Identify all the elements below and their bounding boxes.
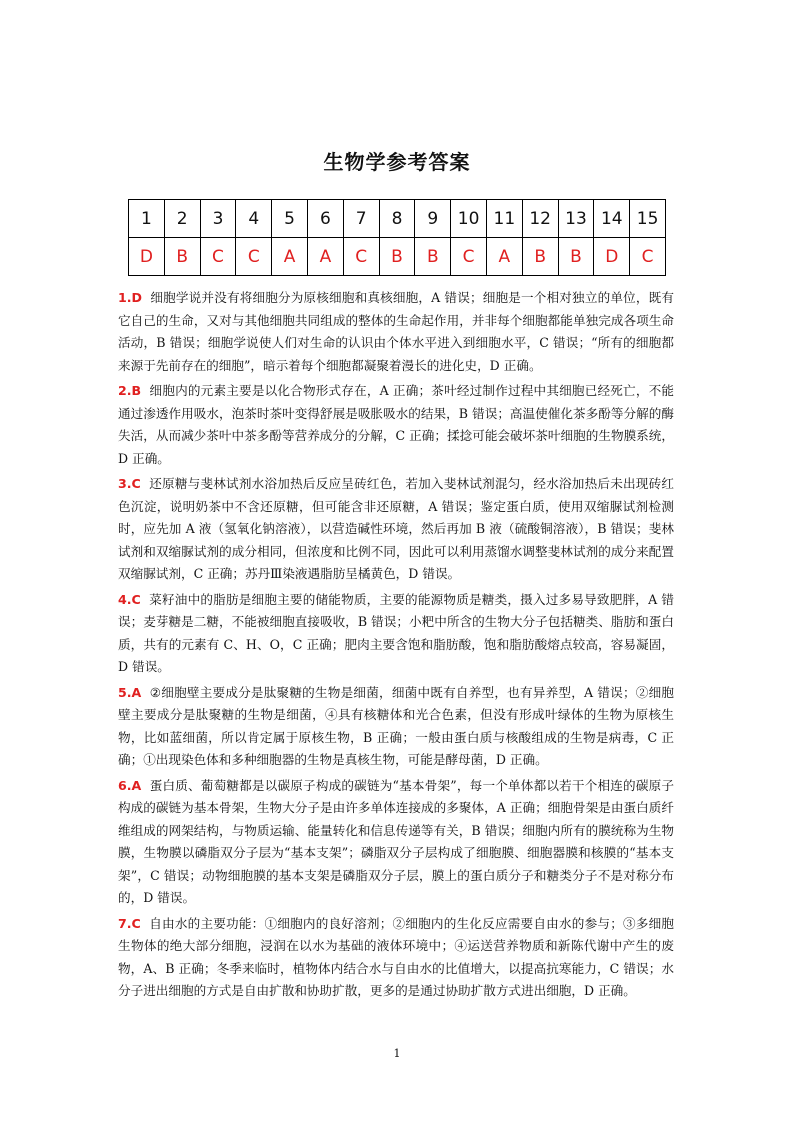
answer-cell: B xyxy=(558,238,594,276)
question-number-cell: 9 xyxy=(415,200,451,238)
question-number-cell: 12 xyxy=(522,200,558,238)
explanation-item-6 xyxy=(118,775,674,910)
answer-cell: D xyxy=(594,238,630,276)
question-number-cell: 14 xyxy=(594,200,630,238)
answer-table-number-row xyxy=(129,200,666,238)
answer-cell: A xyxy=(307,238,343,276)
page-number: 1 xyxy=(393,1047,401,1060)
question-number-cell: 7 xyxy=(343,200,379,238)
explanation-item-7 xyxy=(118,913,674,1003)
answer-cell: B xyxy=(164,238,200,276)
explanation-item-3 xyxy=(118,473,674,586)
item-number: 5.A xyxy=(118,684,142,700)
question-number-cell: 15 xyxy=(630,200,666,238)
item-number: 6.A xyxy=(118,777,142,793)
question-number-cell: 1 xyxy=(129,200,165,238)
explanation-item-1 xyxy=(118,287,674,377)
answer-cell: A xyxy=(486,238,522,276)
item-number: 7.C xyxy=(118,915,141,931)
question-number-cell: 13 xyxy=(558,200,594,238)
question-number-cell: 3 xyxy=(200,200,236,238)
answer-cell: C xyxy=(200,238,236,276)
item-text: 细胞学说并没有将细胞分为原核细胞和真核细胞，A 错误；细胞是一个相对独立的单位，既有它自己的生命，又对与其他细胞共同组成的整体的生命起作用，并非每个细胞都能单独完成各项生命活动，B 错误；细胞学说使人们对生命的认识由个体水平进入到细胞水平，C 错误；“所有的细胞都来源于先前存在的细胞”，暗示着每个细胞都凝聚着漫长的进化史，D 正确。 xyxy=(118,290,674,373)
answer-cell: C xyxy=(630,238,666,276)
question-number-cell: 10 xyxy=(451,200,487,238)
item-text: 还原糖与斐林试剂水浴加热后反应呈砖红色，若加入斐林试剂混匀，经水浴加热后未出现砖红色沉淀，说明奶茶中不含还原糖，但可能含非还原糖，A 错误；鉴定蛋白质，使用双缩脲试剂检测时，应先加 A 液（氢氧化钠溶液），以营造碱性环境，然后再加 B 液（硫酸铜溶液），B 错误；斐林试剂和双缩脲试剂的成分相同，但浓度和比例不同，因此可以利用蒸馏水调整斐林试剂的成分来配置双缩脲试剂，C 正确；苏丹Ⅲ染液遇脂肪呈橘黄色，D 错误。 xyxy=(118,476,675,581)
answer-table-answer-row xyxy=(129,238,666,276)
question-number-cell: 6 xyxy=(307,200,343,238)
question-number-cell: 11 xyxy=(486,200,522,238)
item-text: 细胞内的元素主要是以化合物形式存在，A 正确；茶叶经过制作过程中其细胞已经死亡，不能通过渗透作用吸水，泡茶时茶叶变得舒展是吸胀吸水的结果，B 错误；高温使催化茶多酚等分解的酶失活，从而减少茶叶中茶多酚等营养成分的分解，C 正确；揉捻可能会破坏茶叶细胞的生物膜系统，D 正确。 xyxy=(118,383,674,466)
item-text: 蛋白质、葡萄糖都是以碳原子构成的碳链为“基本骨架”，每一个单体都以若干个相连的碳原子构成的碳链为基本骨架，生物大分子是由许多单体连接成的多聚体，A 正确；细胞骨架是由蛋白质纤维组成的网架结构，与物质运输、能量转化和信息传递等有关，B 错误；细胞内所有的膜统称为生物膜，生物膜以磷脂双分子层为“基本支架”；磷脂双分子层构成了细胞膜、细胞器膜和核膜的“基本支架”，C 错误；动物细胞膜的基本支架是磷脂双分子层，膜上的蛋白质分子和糖类分子不是对称分布的，D 错误。 xyxy=(118,777,674,905)
page-title: 生物学参考答案 xyxy=(323,150,471,174)
answer-table xyxy=(128,199,666,276)
answer-cell: A xyxy=(272,238,308,276)
item-number: 3.C xyxy=(118,476,141,491)
item-text: 自由水的主要功能：①细胞内的良好溶剂；②细胞内的生化反应需要自由水的参与；③多细胞生物体的绝大部分细胞，浸润在以水为基础的液体环境中；④运送营养物质和新陈代谢中产生的废物，A、B 正确；冬季来临时，植物体内结合水与自由水的比值增大，以提高抗寒能力，C 错误；水分子进出细胞的方式是自由扩散和协助扩散，更多的是通过协助扩散方式进出细胞，D 正确。 xyxy=(118,915,675,998)
question-number-cell: 8 xyxy=(379,200,415,238)
explanation-item-5 xyxy=(118,682,674,772)
item-number: 4.C xyxy=(118,591,141,607)
answer-cell: C xyxy=(451,238,487,276)
answer-cell: B xyxy=(379,238,415,276)
item-text: ②细胞壁主要成分是肽聚糖的生物是细菌，细菌中既有自养型，也有异养型，A 错误；②细胞壁主要成分是肽聚糖的生物是细菌，④具有核糖体和光合色素，但没有形成叶绿体的生物为原核生物，比如蓝细菌，所以肯定属于原核生物，B 正确；一般由蛋白质与核酸组成的生物是病毒，C 正确；①出现染色体和多种细胞器的生物是真核生物，可能是酵母菌，D 正确。 xyxy=(118,684,674,767)
item-text: 菜籽油中的脂肪是细胞主要的储能物质，主要的能源物质是糖类，摄入过多易导致肥胖，A 错误；麦芽糖是二糖，不能被细胞直接吸收，B 错误；小粑中所含的生物大分子包括糖类、脂肪和蛋白质，共有的元素有 C、H、O，C 正确；肥肉主要含饱和脂肪酸，饱和脂肪酸熔点较高，容易凝固，D 错误。 xyxy=(118,591,674,674)
item-number: 1.D xyxy=(118,290,143,305)
item-number: 2.B xyxy=(118,383,142,398)
answer-cell: B xyxy=(415,238,451,276)
answer-cell: B xyxy=(522,238,558,276)
answer-cell: D xyxy=(129,238,165,276)
question-number-cell: 4 xyxy=(236,200,272,238)
explanations xyxy=(118,287,674,1006)
explanation-item-4 xyxy=(118,589,674,679)
question-number-cell: 5 xyxy=(272,200,308,238)
question-number-cell: 2 xyxy=(164,200,200,238)
answer-cell: C xyxy=(236,238,272,276)
answer-cell: C xyxy=(343,238,379,276)
explanation-item-2 xyxy=(118,380,674,470)
